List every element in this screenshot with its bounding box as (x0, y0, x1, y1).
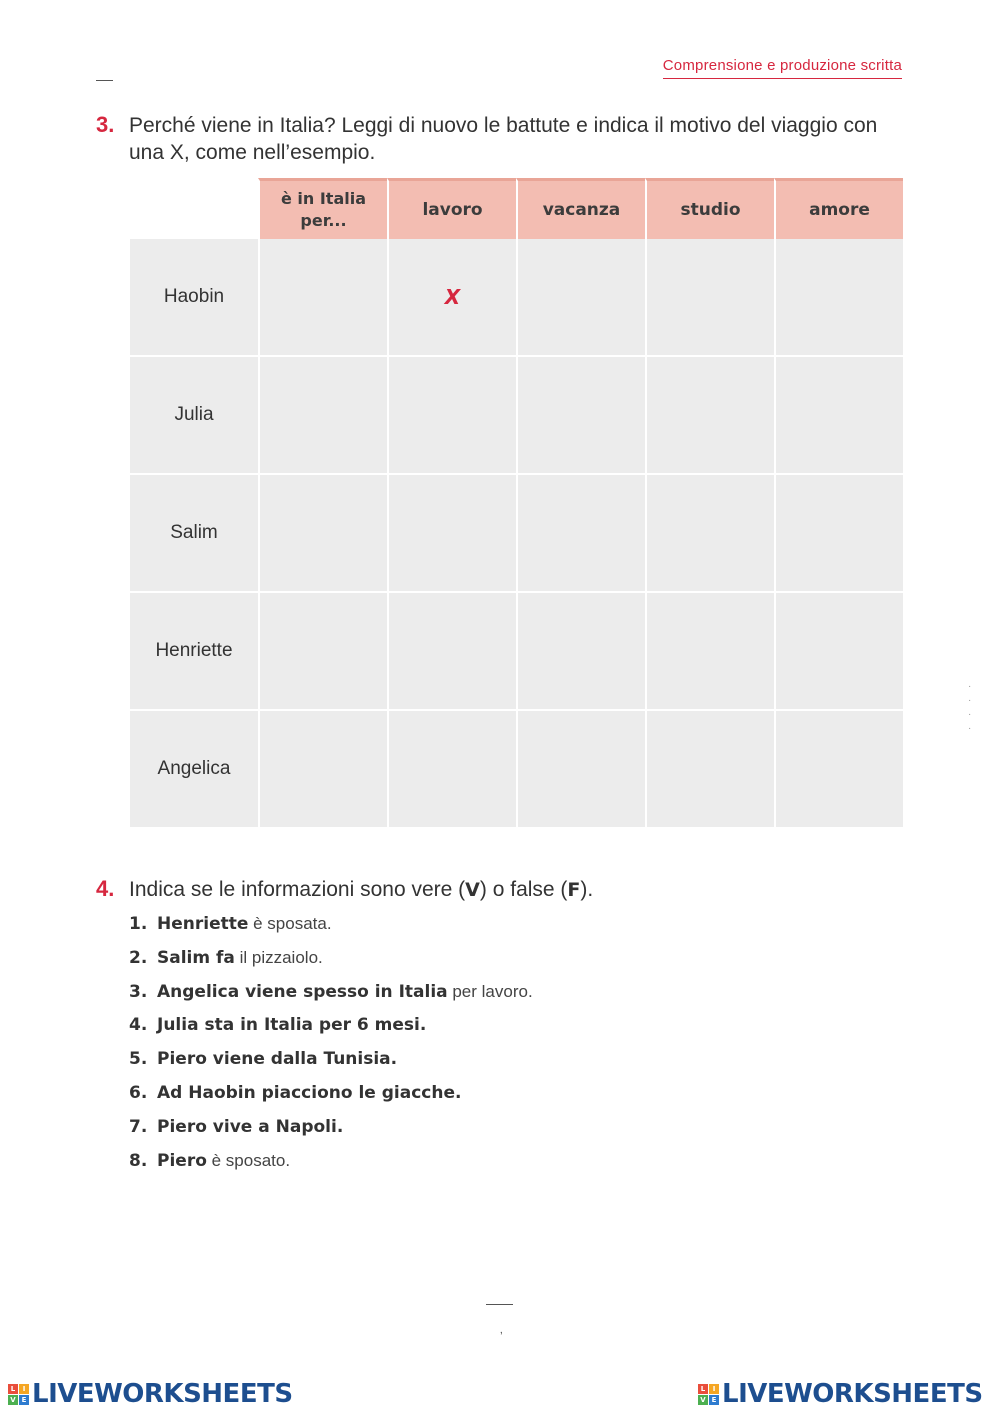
statement-number: 2. (129, 947, 148, 968)
answer-cell[interactable] (645, 357, 774, 475)
page-tick: ‚ (500, 1322, 503, 1336)
answer-cell[interactable] (387, 593, 516, 711)
row-name: Angelica (130, 711, 258, 829)
table-row (130, 593, 903, 711)
logo-letter: L (698, 1384, 708, 1394)
top-divider (96, 80, 113, 81)
row-name: Julia (130, 357, 258, 475)
statement-rest: è sposata. (248, 914, 332, 933)
false-letter: F (567, 879, 581, 901)
section-title: Comprensione e produzione scritta (663, 57, 902, 79)
answer-cell[interactable] (387, 357, 516, 475)
statement-number: 1. (129, 914, 148, 934)
column-header-studio: studio (645, 178, 774, 239)
statement-list (129, 910, 533, 1180)
answer-cell[interactable] (258, 711, 387, 829)
margin-marks: · · · · (968, 681, 972, 734)
answer-cell[interactable] (645, 475, 774, 593)
row-name: Henriette (130, 593, 258, 711)
statement-number: 7. (129, 1116, 148, 1137)
exercise-3-prompt: Perché viene in Italia? Leggi di nuovo le battute e indica il motivo del viaggio con una X, come nell’esempio. (129, 114, 878, 164)
exercise-4-number: 4. (96, 876, 115, 901)
logo-letter: V (698, 1395, 708, 1405)
reason-table (130, 178, 903, 829)
brand-name: LIVEWORKSHEETS (722, 1379, 983, 1409)
brand-name: LIVEWORKSHEETS (32, 1379, 293, 1409)
statement-bold: Piero viene dalla Tunisia. (157, 1049, 398, 1070)
answer-cell[interactable] (258, 475, 387, 593)
statement-number: 5. (129, 1049, 148, 1070)
table-row (130, 475, 903, 593)
prompt-part: ). (580, 878, 594, 901)
logo-letter: L (8, 1384, 18, 1394)
statement-bold: Salim fa (157, 947, 235, 968)
list-item (129, 978, 533, 1012)
bottom-divider (486, 1304, 513, 1305)
table-row (130, 711, 903, 829)
statement-rest: è sposato. (206, 1150, 291, 1170)
answer-cell[interactable] (645, 711, 774, 829)
row-name: Haobin (130, 239, 258, 357)
brand-logo-left[interactable] (8, 1379, 293, 1409)
answer-cell[interactable] (645, 593, 774, 711)
statement-number: 8. (129, 1150, 148, 1171)
list-item (129, 1045, 533, 1079)
answer-cell[interactable] (645, 239, 774, 357)
table-header-row (130, 178, 903, 239)
list-item (129, 1147, 533, 1181)
answer-cell[interactable] (258, 239, 387, 357)
list-item (129, 1011, 533, 1045)
answer-cell[interactable] (516, 593, 645, 711)
true-letter: V (465, 879, 480, 901)
statement-number: 4. (129, 1015, 148, 1036)
statement-number: 3. (129, 981, 148, 1002)
row-name: Salim (130, 475, 258, 593)
statement-bold: Henriette (157, 914, 249, 934)
answer-cell[interactable] (387, 475, 516, 593)
logo-letter: E (19, 1395, 29, 1405)
answer-cell[interactable] (774, 357, 903, 475)
answer-mark: X (444, 285, 461, 309)
list-item (129, 1113, 533, 1147)
statement-rest: il pizzaiolo. (234, 947, 323, 967)
logo-letter: V (8, 1395, 18, 1405)
answer-cell[interactable] (774, 711, 903, 829)
prompt-part: Indica se le informazioni sono vere ( (129, 878, 466, 901)
answer-cell[interactable] (516, 711, 645, 829)
liveworksheets-icon (8, 1384, 29, 1405)
statement-number: 6. (129, 1082, 148, 1103)
answer-cell[interactable] (258, 593, 387, 711)
table-row (130, 239, 903, 357)
answer-cell[interactable] (258, 357, 387, 475)
brand-logo-right[interactable] (698, 1379, 983, 1409)
answer-cell[interactable] (516, 475, 645, 593)
list-item (129, 910, 533, 944)
column-header-reason: è in Italia per... (258, 178, 387, 239)
liveworksheets-icon (698, 1384, 719, 1405)
answer-cell[interactable] (387, 711, 516, 829)
statement-bold: Angelica viene spesso in Italia (157, 981, 448, 1002)
answer-cell[interactable] (387, 239, 516, 357)
answer-cell[interactable] (516, 239, 645, 357)
statement-rest: per lavoro. (447, 981, 533, 1001)
answer-cell[interactable] (774, 475, 903, 593)
prompt-part: ) o false ( (479, 878, 568, 901)
statement-bold: Piero (157, 1150, 207, 1171)
answer-cell[interactable] (774, 593, 903, 711)
statement-bold: Ad Haobin piacciono le giacche. (157, 1082, 462, 1103)
answer-cell[interactable] (516, 357, 645, 475)
column-header-amore: amore (774, 178, 903, 239)
logo-letter: I (19, 1384, 29, 1394)
list-item (129, 944, 533, 978)
statement-bold: Piero vive a Napoli. (157, 1116, 344, 1137)
column-header-vacanza: vacanza (516, 178, 645, 239)
logo-letter: E (709, 1395, 719, 1405)
table-row (130, 357, 903, 475)
logo-letter: I (709, 1384, 719, 1394)
table-corner (130, 178, 258, 239)
statement-bold: Julia sta in Italia per 6 mesi. (157, 1015, 427, 1036)
column-header-lavoro: lavoro (387, 178, 516, 239)
exercise-4-prompt (129, 876, 593, 904)
exercise-3-number: 3. (96, 112, 115, 137)
answer-cell[interactable] (774, 239, 903, 357)
list-item (129, 1079, 533, 1113)
